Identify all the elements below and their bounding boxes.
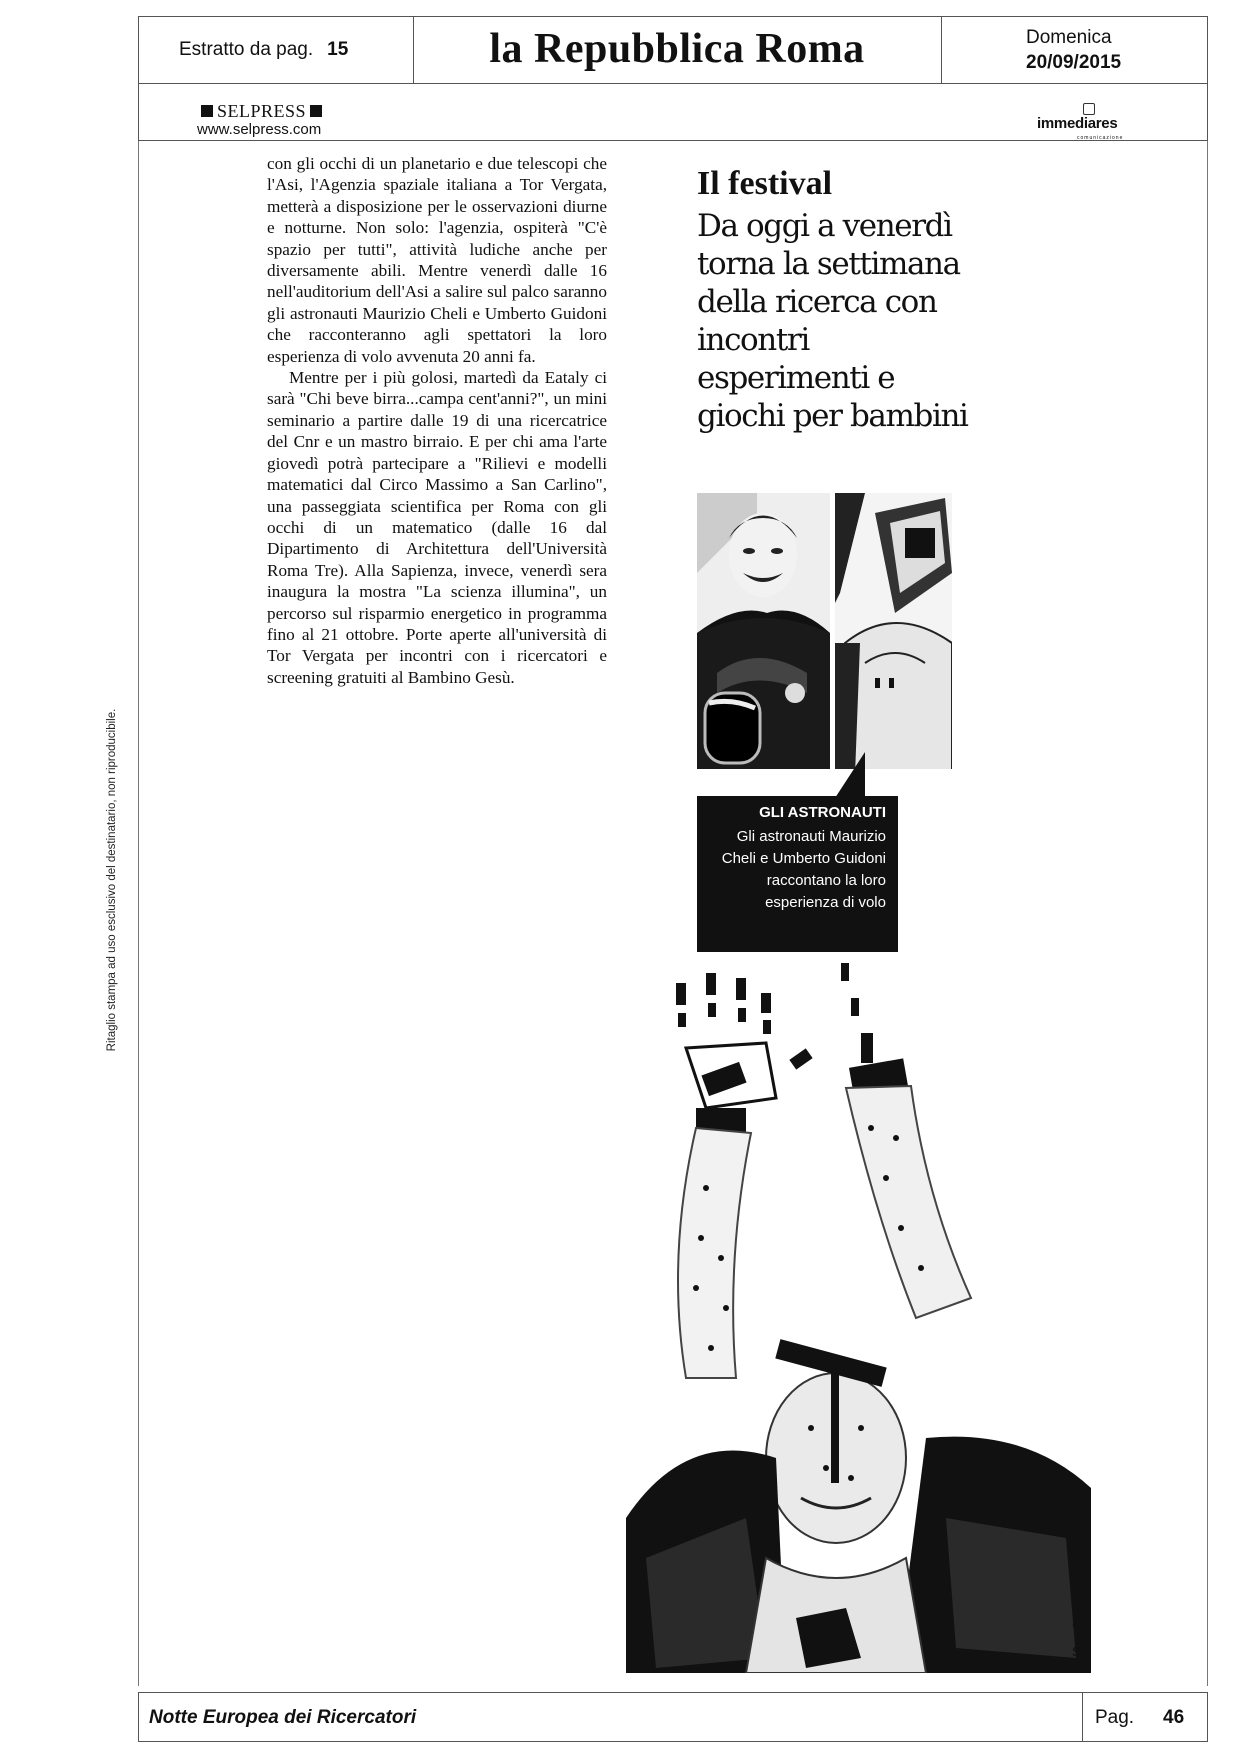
clipping-header (138, 16, 1208, 141)
extract-label-wrap (179, 39, 348, 61)
page-box (1082, 1693, 1208, 1741)
festival-kicker: Il festival (697, 165, 833, 202)
astronaut-photo-cheli (697, 493, 830, 775)
selpress-logo (197, 101, 326, 122)
article-body (267, 153, 607, 688)
selpress-url: www.selpress.com (197, 121, 322, 138)
caption-title: GLI ASTRONAUTI (759, 804, 886, 821)
copyright-note: Ritaglio stampa ad uso esclusivo del destinatario, non riproducibile. (106, 708, 118, 1052)
astronauts-caption (697, 796, 898, 952)
cropped-text (1072, 1610, 1090, 1664)
extract-page: 15 (327, 39, 349, 60)
extract-cell (139, 17, 414, 83)
caption-pointer-icon (835, 752, 865, 798)
festival-headline: Da oggi a venerdì torna la settimana della ricerca con incontri esperimenti e giochi per bambini (697, 208, 968, 434)
article-paragraph: con gli occhi di un planetario e due telescopi che l'Asi, l'Agenzia spaziale italiana a Tor Vergata, metterà a disposizione per le osservazioni diurne e notturne. Non solo: l'agenzia, ospiterà "C'è spazio per tutti", attività ludiche anche per diversamente abili. Mentre venerdì dalle 16 nell'auditorium dell'Asi a salire sul palco saranno gli astronauti Maurizio Cheli e Umberto Guidoni che racconteranno agli spettatori la loro esperienza di volo avvenuta 20 anni fa. (267, 154, 607, 366)
cropped-text-line: so (1072, 1641, 1090, 1660)
robot-image (626, 958, 1091, 1673)
page-label: Pag. (1095, 1707, 1135, 1728)
immediares-box-icon (1083, 103, 1095, 115)
page-number: 46 (1163, 1707, 1185, 1728)
selpress-square-icon (310, 105, 322, 117)
section-title: Notte Europea dei Ricercatori (149, 1707, 417, 1728)
immediares-subtitle: comunicazione (1077, 135, 1124, 141)
clipping-footer (138, 1692, 1208, 1742)
header-top-row (139, 17, 1207, 84)
caption-text: Gli astronauti Maurizio Cheli e Umberto Guidoni raccontano la loro esperienza di volo (721, 828, 886, 911)
date-cell (941, 17, 1210, 83)
newspaper-title: la Repubblica Roma (489, 26, 865, 72)
article-paragraph: Mentre per i più golosi, martedì da Eataly ci sarà "Chi beve birra...campa cent'anni?", un mini seminario a partire dalle 19 di una ricercatrice del Cnr e un mastro birraio. E per chi ama l'arte giovedì potrà partecipare a "Rilievi e modelli matematici dal Circo Massimo a San Carlino", una passeggiata scientifica per Roma con gli occhi di un matematico (dalle 16 dal Dipartimento di Architettura dell'Università Roma Tre). Alla Sapienza, invece, venerdì sera inaugura la mostra "La scienza illumina", un percorso sul risparmio energetico in programma fino al 21 ottobre. Porte aperte all'università di Tor Vergata per incontri con i ricercatori e screening gratuiti al Bambino Gesù. (267, 368, 607, 687)
date-label: 20/09/2015 (1026, 52, 1122, 73)
selpress-name: SELPRESS (217, 101, 307, 121)
extract-label: Estratto da pag. (179, 39, 314, 60)
immediares-name: immediares (1037, 115, 1118, 132)
astronaut-photo-guidoni (835, 493, 952, 775)
day-label: Domenica (1026, 27, 1112, 48)
selpress-square-icon (201, 105, 213, 117)
cropped-text-line: e (1072, 1614, 1082, 1633)
